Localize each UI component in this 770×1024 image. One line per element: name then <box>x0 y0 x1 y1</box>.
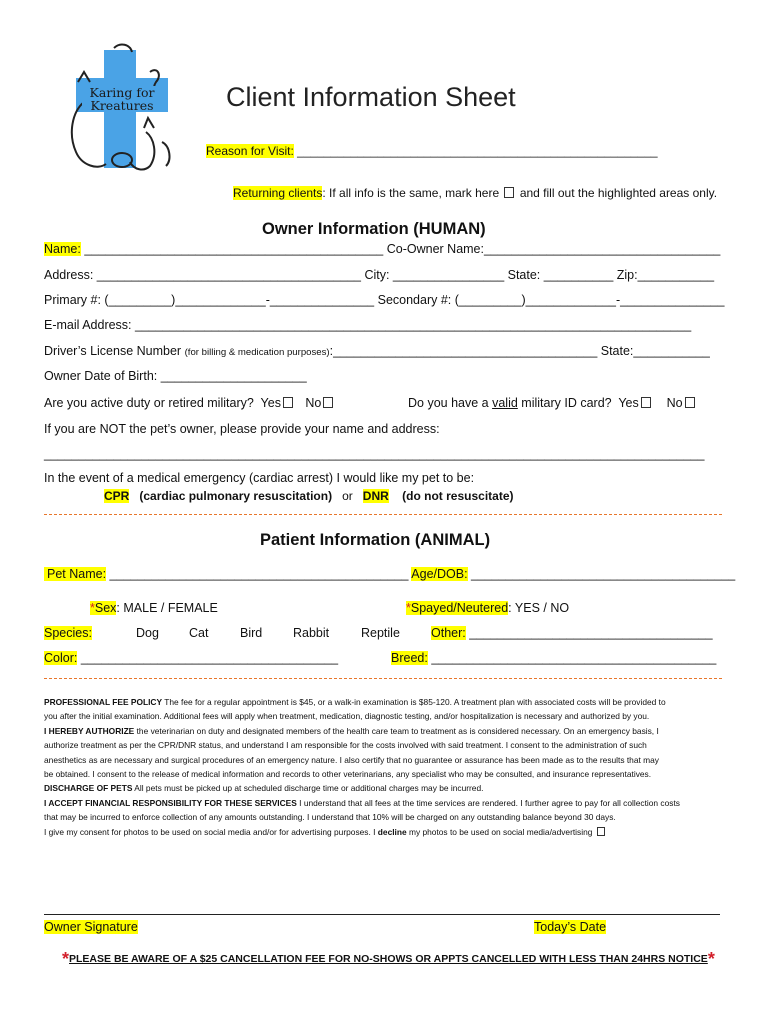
emergency-note: In the event of a medical emergency (cardiac arrest) I would like my pet to be: <box>44 471 475 485</box>
color-field[interactable]: _____________________________________ <box>80 651 339 665</box>
id-question-label-2: military ID card? <box>521 396 612 410</box>
photo-decline-checkbox[interactable] <box>597 827 605 836</box>
terms-text: I understand that all fees at the time services are rendered. I further agree to pay for all collection costs <box>299 797 680 808</box>
returning-checkbox[interactable] <box>504 187 514 198</box>
military-yes-checkbox[interactable] <box>283 397 293 408</box>
species-reptile[interactable]: Reptile <box>361 626 400 640</box>
terms-block <box>44 695 680 839</box>
terms-text: The fee for a regular appointment is $45, or a walk-in examination is $85-120. A treatment plan with associated costs will be provided to <box>164 697 666 707</box>
terms-text: authorize treatment as per the CPR/DNR status, and understand I am responsible for the costs involved with said treatment. I consent to the administration of such <box>44 740 647 751</box>
terms-text: the veterinarian on duty and designated members of the health care team to treatment as is considered necessary. On an emergency basis, I <box>136 725 659 736</box>
or-label: or <box>342 489 353 503</box>
id-question-label: Do you have a <box>408 396 489 410</box>
terms-text: anesthetics as are necessary and surgical procedures of an emergency nature. I also certify that no guarantee or assurance has been made as to the results that may <box>44 754 659 765</box>
terms-line <box>44 753 680 767</box>
terms-line <box>44 709 680 723</box>
military-yes-label: Yes <box>260 396 281 410</box>
patient-heading: Patient Information (ANIMAL) <box>260 531 491 549</box>
terms-line <box>44 781 680 795</box>
logo-line1: Karing for <box>89 85 155 100</box>
sex-row <box>90 601 218 615</box>
owner-dob-field[interactable]: Owner Date of Birth: _____________________ <box>44 369 307 383</box>
terms-line <box>44 695 680 709</box>
terms-line <box>44 767 680 781</box>
terms-text: be obtained. I consent to the release of medical information and records to other veterinarians, any specialist who may be consulted, and insurance representatives. <box>44 769 652 780</box>
not-owner-field[interactable]: _______________________________________________________________________________________________ <box>44 447 705 461</box>
spayed-options[interactable]: : YES / NO <box>508 601 570 615</box>
cpr-option[interactable]: CPR <box>104 489 130 503</box>
logo <box>54 42 194 182</box>
returning-label: Returning clients <box>233 186 323 200</box>
id-yes-label: Yes <box>618 396 639 410</box>
dnr-desc: (do not resuscitate) <box>402 489 514 503</box>
todays-date-label: Today’s Date <box>534 920 607 934</box>
signature-line[interactable] <box>44 914 720 915</box>
other-row <box>431 626 713 640</box>
owner-heading: Owner Information (HUMAN) <box>262 220 486 238</box>
terms-line <box>44 810 680 824</box>
terms-line <box>44 738 680 752</box>
breed-row <box>391 651 716 665</box>
species-bird[interactable]: Bird <box>240 626 263 640</box>
returning-text: : If all info is the same, mark here <box>322 186 500 200</box>
species-cat[interactable]: Cat <box>189 626 209 640</box>
notice-star: * <box>62 949 70 969</box>
logo-text <box>82 86 162 112</box>
drivers-license-row[interactable] <box>44 344 710 358</box>
breed-field[interactable]: _________________________________________ <box>431 651 717 665</box>
returning-text-2: and fill out the highlighted areas only. <box>519 186 718 200</box>
terms-line <box>44 796 680 810</box>
age-field[interactable]: ______________________________________ <box>471 567 736 581</box>
id-no-checkbox[interactable] <box>685 397 695 408</box>
terms-text: that may be incurred to enforce collection of any amounts outstanding. I understand that 10% will be charged on any outstanding balance beyond 30 days. <box>44 812 616 823</box>
spayed-row <box>406 601 569 615</box>
terms-text: my photos to be used on social media/advertising <box>408 826 593 837</box>
phone-field[interactable]: Primary #: (_________)_____________-_______________ Secondary #: (_________)_____________-_______________ <box>44 293 725 307</box>
terms-text: All pets must be picked up at scheduled discharge time or additional charges may be incurred. <box>134 783 484 794</box>
id-question-valid: valid <box>492 396 518 410</box>
notice-star: * <box>707 949 715 969</box>
not-owner-note: If you are NOT the pet’s owner, please provide your name and address: <box>44 422 440 436</box>
pet-name-field[interactable]: ___________________________________________ <box>109 567 409 581</box>
address-field[interactable]: Address: ______________________________________ City: ________________ State: __________ Zip:___________ <box>44 268 715 282</box>
terms-text: I give my consent for photos to be used on social media and/or for advertising purposes. I <box>44 826 376 837</box>
dl-note: (for billing & medication purposes) <box>184 347 330 358</box>
dl-label: Driver’s License Number <box>44 344 182 358</box>
id-yes-checkbox[interactable] <box>641 397 651 408</box>
id-no-label: No <box>666 396 683 410</box>
name-label: Name: <box>44 242 81 256</box>
cancellation-notice <box>62 949 715 970</box>
name-field[interactable]: ___________________________________________ <box>84 242 384 256</box>
spayed-label-text: Spayed/Neutered <box>410 601 509 615</box>
notice-text: PLEASE BE AWARE OF A $25 CANCELLATION FEE FOR NO-SHOWS OR APPTS CANCELLED WITH LESS THAN 24HRS NOTICE <box>69 953 708 965</box>
reason-label: Reason for Visit: <box>206 144 294 158</box>
coowner-field[interactable]: Co-Owner Name:__________________________________ <box>386 242 721 256</box>
decline-label: decline <box>377 826 407 837</box>
military-question <box>44 396 335 410</box>
sex-options[interactable]: : MALE / FEMALE <box>116 601 218 615</box>
cpr-dnr-row <box>104 489 514 503</box>
reason-field[interactable]: ______________________________________________________ <box>297 144 658 158</box>
military-id-question <box>408 396 697 410</box>
species-rabbit[interactable]: Rabbit <box>293 626 330 640</box>
page-title: Client Information Sheet <box>226 82 516 112</box>
owner-signature-label: Owner Signature <box>44 920 138 934</box>
other-label: Other: <box>431 626 466 640</box>
terms-line <box>44 825 680 839</box>
military-label: Are you active duty or retired military? <box>44 396 254 410</box>
authorize-heading: I HEREBY AUTHORIZE <box>44 725 135 736</box>
cpr-desc: (cardiac pulmonary resuscitation) <box>139 489 333 503</box>
other-field[interactable]: ___________________________________ <box>469 626 713 640</box>
dnr-option[interactable]: DNR <box>362 489 389 503</box>
spay-star: * <box>406 601 411 615</box>
military-no-checkbox[interactable] <box>323 397 333 408</box>
pet-name-label: Pet Name: <box>44 567 106 581</box>
color-label: Color: <box>44 651 78 665</box>
fee-policy-heading: PROFESSIONAL FEE POLICY <box>44 697 163 707</box>
reason-for-visit <box>206 144 658 158</box>
email-field[interactable]: E-mail Address: ________________________________________________________________________________ <box>44 318 692 332</box>
logo-line2: Kreatures <box>90 98 154 113</box>
returning-clients-note <box>233 186 717 200</box>
dl-field[interactable]: :______________________________________ State:___________ <box>329 344 710 358</box>
color-row <box>44 651 338 665</box>
owner-name-row <box>44 242 720 256</box>
terms-text: you after the initial examination. Additional fees will apply when treatment, medication, diagnostic testing, and/or hospitalization is necessary and authorized by you. <box>44 711 650 722</box>
age-label: Age/DOB: <box>411 567 468 581</box>
sex-label <box>90 601 116 615</box>
breed-label: Breed: <box>391 651 428 665</box>
pet-name-row <box>44 567 735 581</box>
sex-label-text: Sex <box>94 601 117 615</box>
financial-heading: I ACCEPT FINANCIAL RESPONSIBILITY FOR THESE SERVICES <box>44 797 297 808</box>
species-label: Species: <box>44 626 92 640</box>
spayed-label <box>406 601 508 615</box>
discharge-heading: DISCHARGE OF PETS <box>44 783 133 794</box>
sex-star: * <box>90 601 95 615</box>
terms-line <box>44 724 680 738</box>
divider <box>44 514 722 515</box>
divider-2 <box>44 678 722 679</box>
species-dog[interactable]: Dog <box>136 626 159 640</box>
military-no-label: No <box>305 396 322 410</box>
